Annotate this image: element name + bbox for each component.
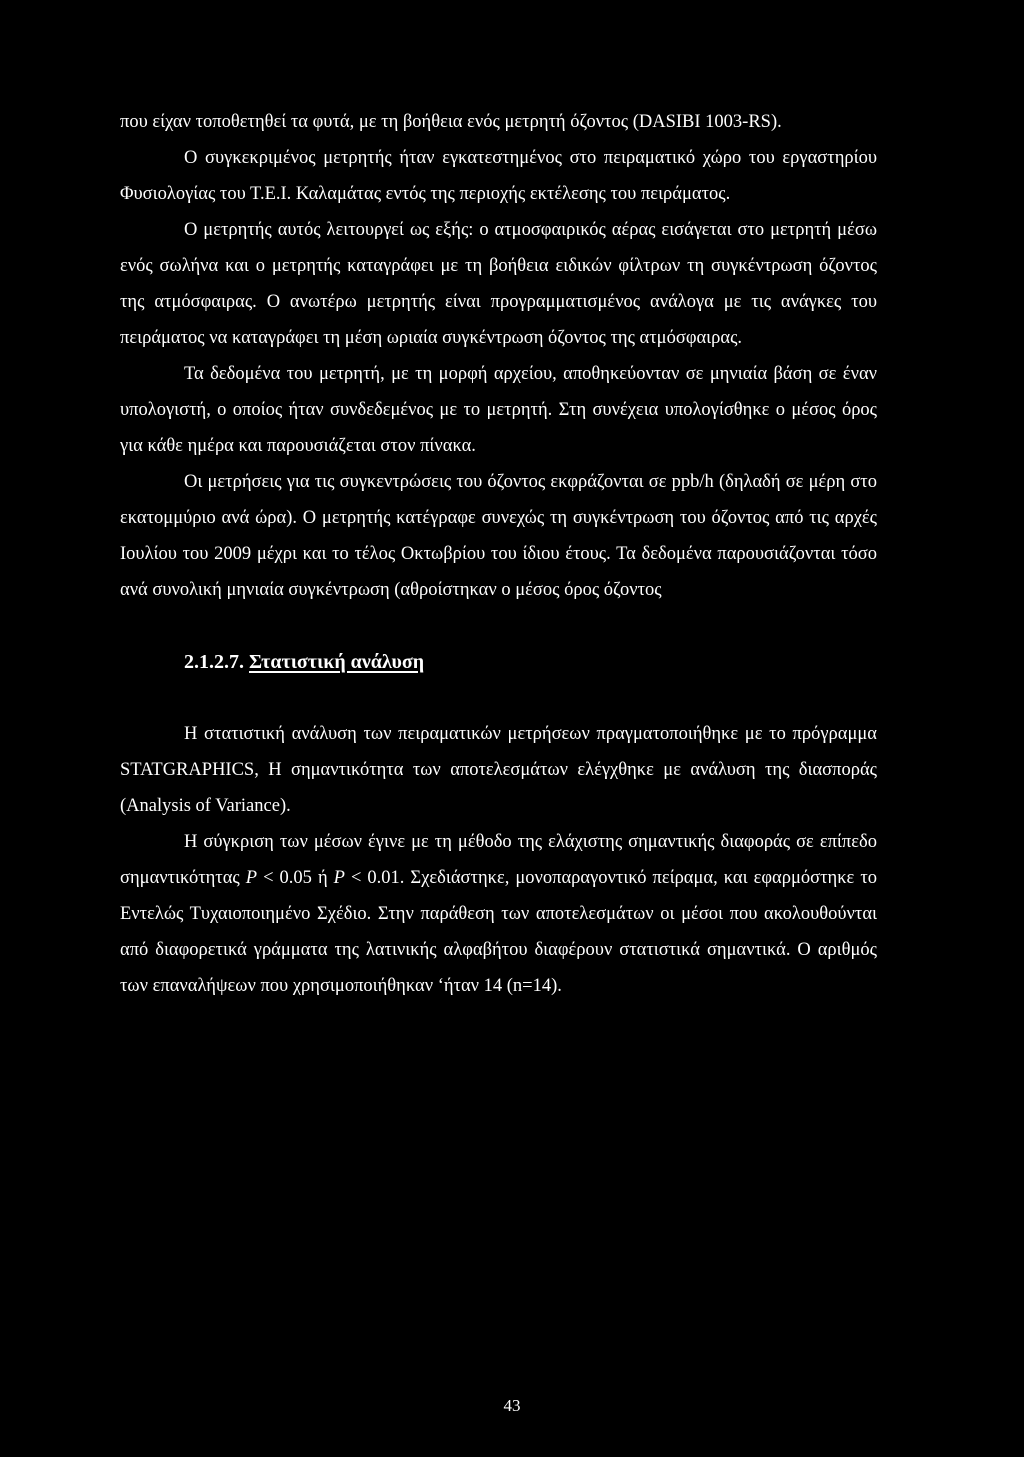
page-number: 43 [503,1396,521,1415]
paragraph-meter-operation: Ο μετρητής αυτός λειτουργεί ως εξής: ο ατμοσφαιρικός αέρας εισάγεται στο μετρητή μέσω ενός σωλήνα και ο μετρητής καταγράφει με τη βοήθεια ειδικών φίλτρων τη συγκέντρωση όζοντος της ατμόσφαιρας. Ο ανωτέρω μετρητής είναι προγραμματισμένος ανάλογα με τις ανάγκες του πειράματος να καταγράφει τη μέση ωριαία συγκέντρωση όζοντος της ατμόσφαιρας. [120,220,877,348]
paragraph-measurement-units: Οι μετρήσεις για τις συγκεντρώσεις του όζοντος εκφράζονται σε ppb/h (δηλαδή σε μέρη στο εκατομμύριο ανά ώρα). Ο μετρητής κατέγραφε συνεχώς τη συγκέντρωση του όζοντος από τις αρχές Ιουλίου του 2009 μέχρι και το τέλος Οκτωβρίου του ίδιου έτους. Τα δεδομένα παρουσιάζονται τόσο ανά συνολική μηνιαία συγκέντρωση (αθροίστηκαν ο μέσος όρος όζοντος [120,472,877,600]
paragraph-ozone-meter-intro: που είχαν τοποθετηθεί τα φυτά, με τη βοήθεια ενός μετρητή όζοντος (DASIBI 1003-RS). [120,112,782,132]
body-text [120,104,877,1004]
section-heading [184,644,424,680]
paragraph-statistical-analysis: Η στατιστική ανάλυση των πειραματικών μετρήσεων πραγματοποιήθηκε με το πρόγραμμα STATGRAPHICS, Η σημαντικότητα των αποτελεσμάτων ελέγχθηκε με ανάλυση της διασποράς (Analysis of Variance). [120,724,877,816]
section-number: 2.1.2.7. [184,651,244,673]
paragraph-data-storage: Τα δεδομένα του μετρητή, με τη μορφή αρχείου, αποθηκεύονταν σε μηνιαία βάση σε έναν υπολογιστή, ο οποίος ήταν συνδεδεμένος με το μετρητή. Στη συνέχεια υπολογίσθηκε ο μέσος όρος για κάθε ημέρα και παρουσιάζεται στον πίνακα. [120,364,877,456]
paragraph-meter-location: Ο συγκεκριμένος μετρητής ήταν εγκατεστημένος στο πειραματικό χώρο του εργαστηρίου Φυσιολογίας του Τ.Ε.Ι. Καλαμάτας εντός της περιοχής εκτέλεσης του πειράματος. [120,148,877,204]
section-title: Στατιστική ανάλυση [249,651,425,673]
section-heading-container [120,608,877,716]
p-value-symbol: P [333,868,345,888]
means-comparison-text-2: < 0.05 ή [257,868,334,888]
means-comparison-text-1: Η σύγκριση των μέσων έγινε με τη μέθοδο της ελάχιστης σημαντικής διαφοράς σε επίπεδο σημαντικότητας [120,832,877,888]
means-comparison-text-3: < 0.01. Σχεδιάστηκε, μονοπαραγοντικό πείραμα, και εφαρμόστηκε το Εντελώς Τυχαιοποιημένο Σχέδιο. Στην παράθεση των αποτελεσμάτων οι μέσοι που ακολουθούνται από διαφορετικά γράμματα της λατινικής αλφαβήτου διαφέρουν στατιστικά σημαντικά. Ο αριθμός των επαναλήψεων που χρησιμοποιήθηκαν ‘ήταν 14 (n=14). [120,868,878,996]
paragraph-means-comparison [120,824,877,1004]
p-value-symbol: P [245,868,258,888]
